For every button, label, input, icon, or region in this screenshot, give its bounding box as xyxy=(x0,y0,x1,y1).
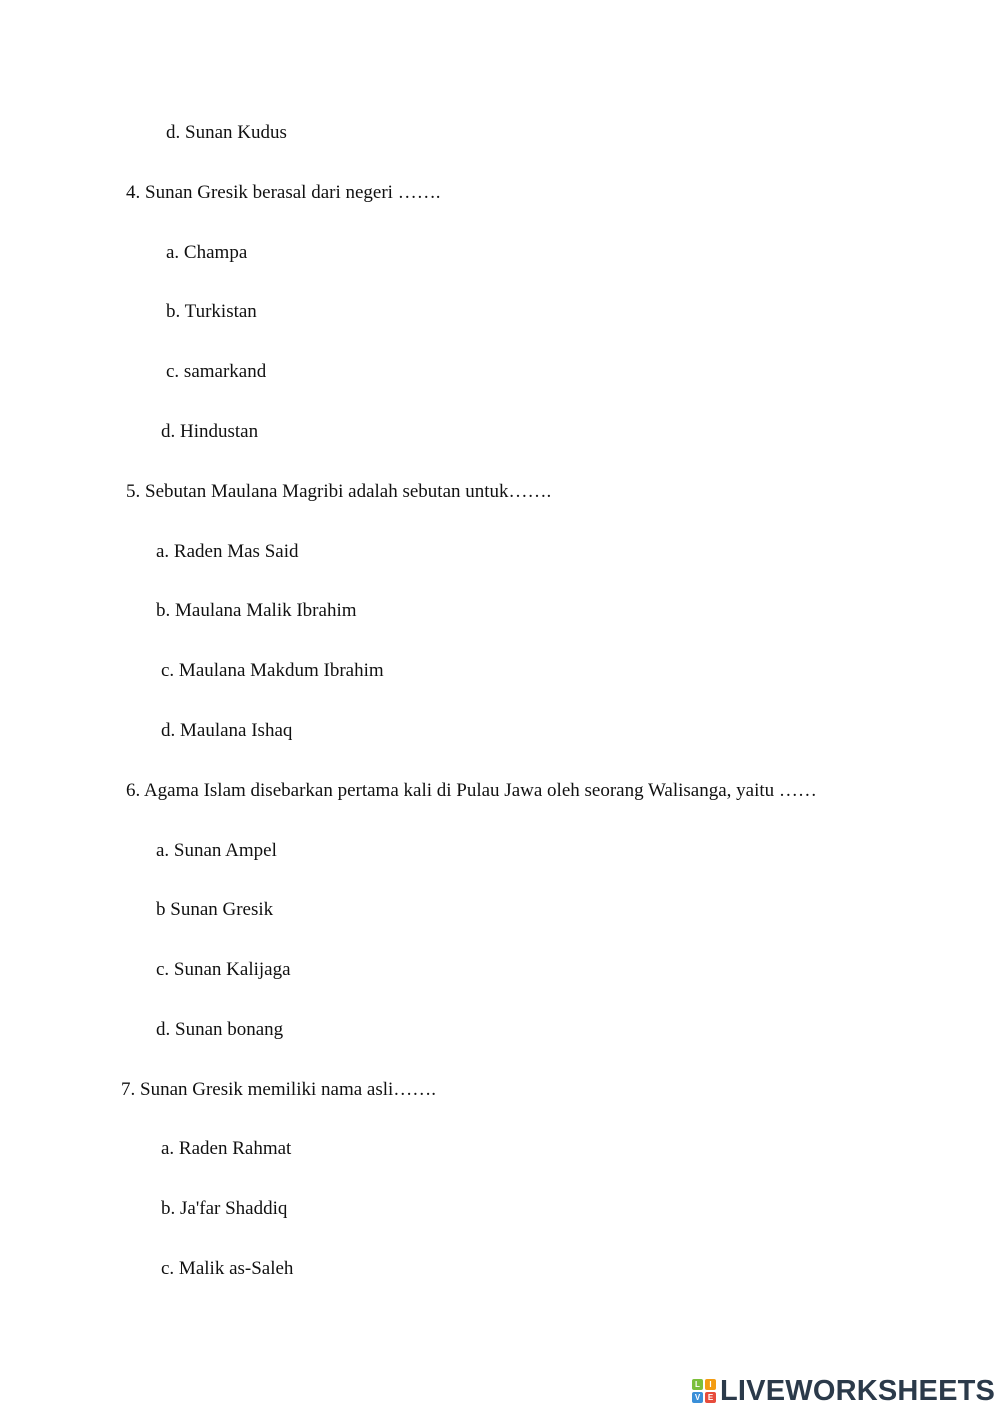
option-q7-a: a. Raden Rahmat xyxy=(161,1138,292,1159)
option-q6-d: d. Sunan bonang xyxy=(156,1019,284,1040)
option-q5-c: c. Maulana Makdum Ibrahim xyxy=(161,660,384,681)
option-q6-b: b Sunan Gresik xyxy=(156,899,274,920)
liveworksheets-logo[interactable] xyxy=(692,1374,995,1408)
option-q6-c: c. Sunan Kalijaga xyxy=(156,959,291,980)
logo-square-e: E xyxy=(705,1392,716,1403)
logo-square-v: V xyxy=(692,1392,703,1403)
option-q4-c: c. samarkand xyxy=(166,361,267,382)
option-q7-b: b. Ja'far Shaddiq xyxy=(161,1198,288,1219)
question-5: 5. Sebutan Maulana Magribi adalah sebutan untuk……. xyxy=(126,481,552,502)
logo-square-i: I xyxy=(705,1379,716,1390)
question-6: 6. Agama Islam disebarkan pertama kali di Pulau Jawa oleh seorang Walisanga, yaitu …… xyxy=(126,780,817,801)
option-q5-b: b. Maulana Malik Ibrahim xyxy=(156,600,357,621)
logo-square-l: L xyxy=(692,1379,703,1390)
option-q7-c: c. Malik as-Saleh xyxy=(161,1258,294,1279)
question-4: 4. Sunan Gresik berasal dari negeri ……. xyxy=(126,182,441,203)
option-q5-d: d. Maulana Ishaq xyxy=(161,720,293,741)
option-q5-a: a. Raden Mas Said xyxy=(156,541,299,562)
question-7: 7. Sunan Gresik memiliki nama asli……. xyxy=(121,1079,437,1100)
logo-text: LIVEWORKSHEETS xyxy=(720,1374,996,1407)
option-q4-a: a. Champa xyxy=(166,242,248,263)
option-q6-a: a. Sunan Ampel xyxy=(156,840,277,861)
option-q4-b: b. Turkistan xyxy=(166,301,257,322)
option-q4-d: d. Hindustan xyxy=(161,421,259,442)
option-q3-d: d. Sunan Kudus xyxy=(166,122,287,143)
logo-squares-icon xyxy=(692,1379,716,1403)
